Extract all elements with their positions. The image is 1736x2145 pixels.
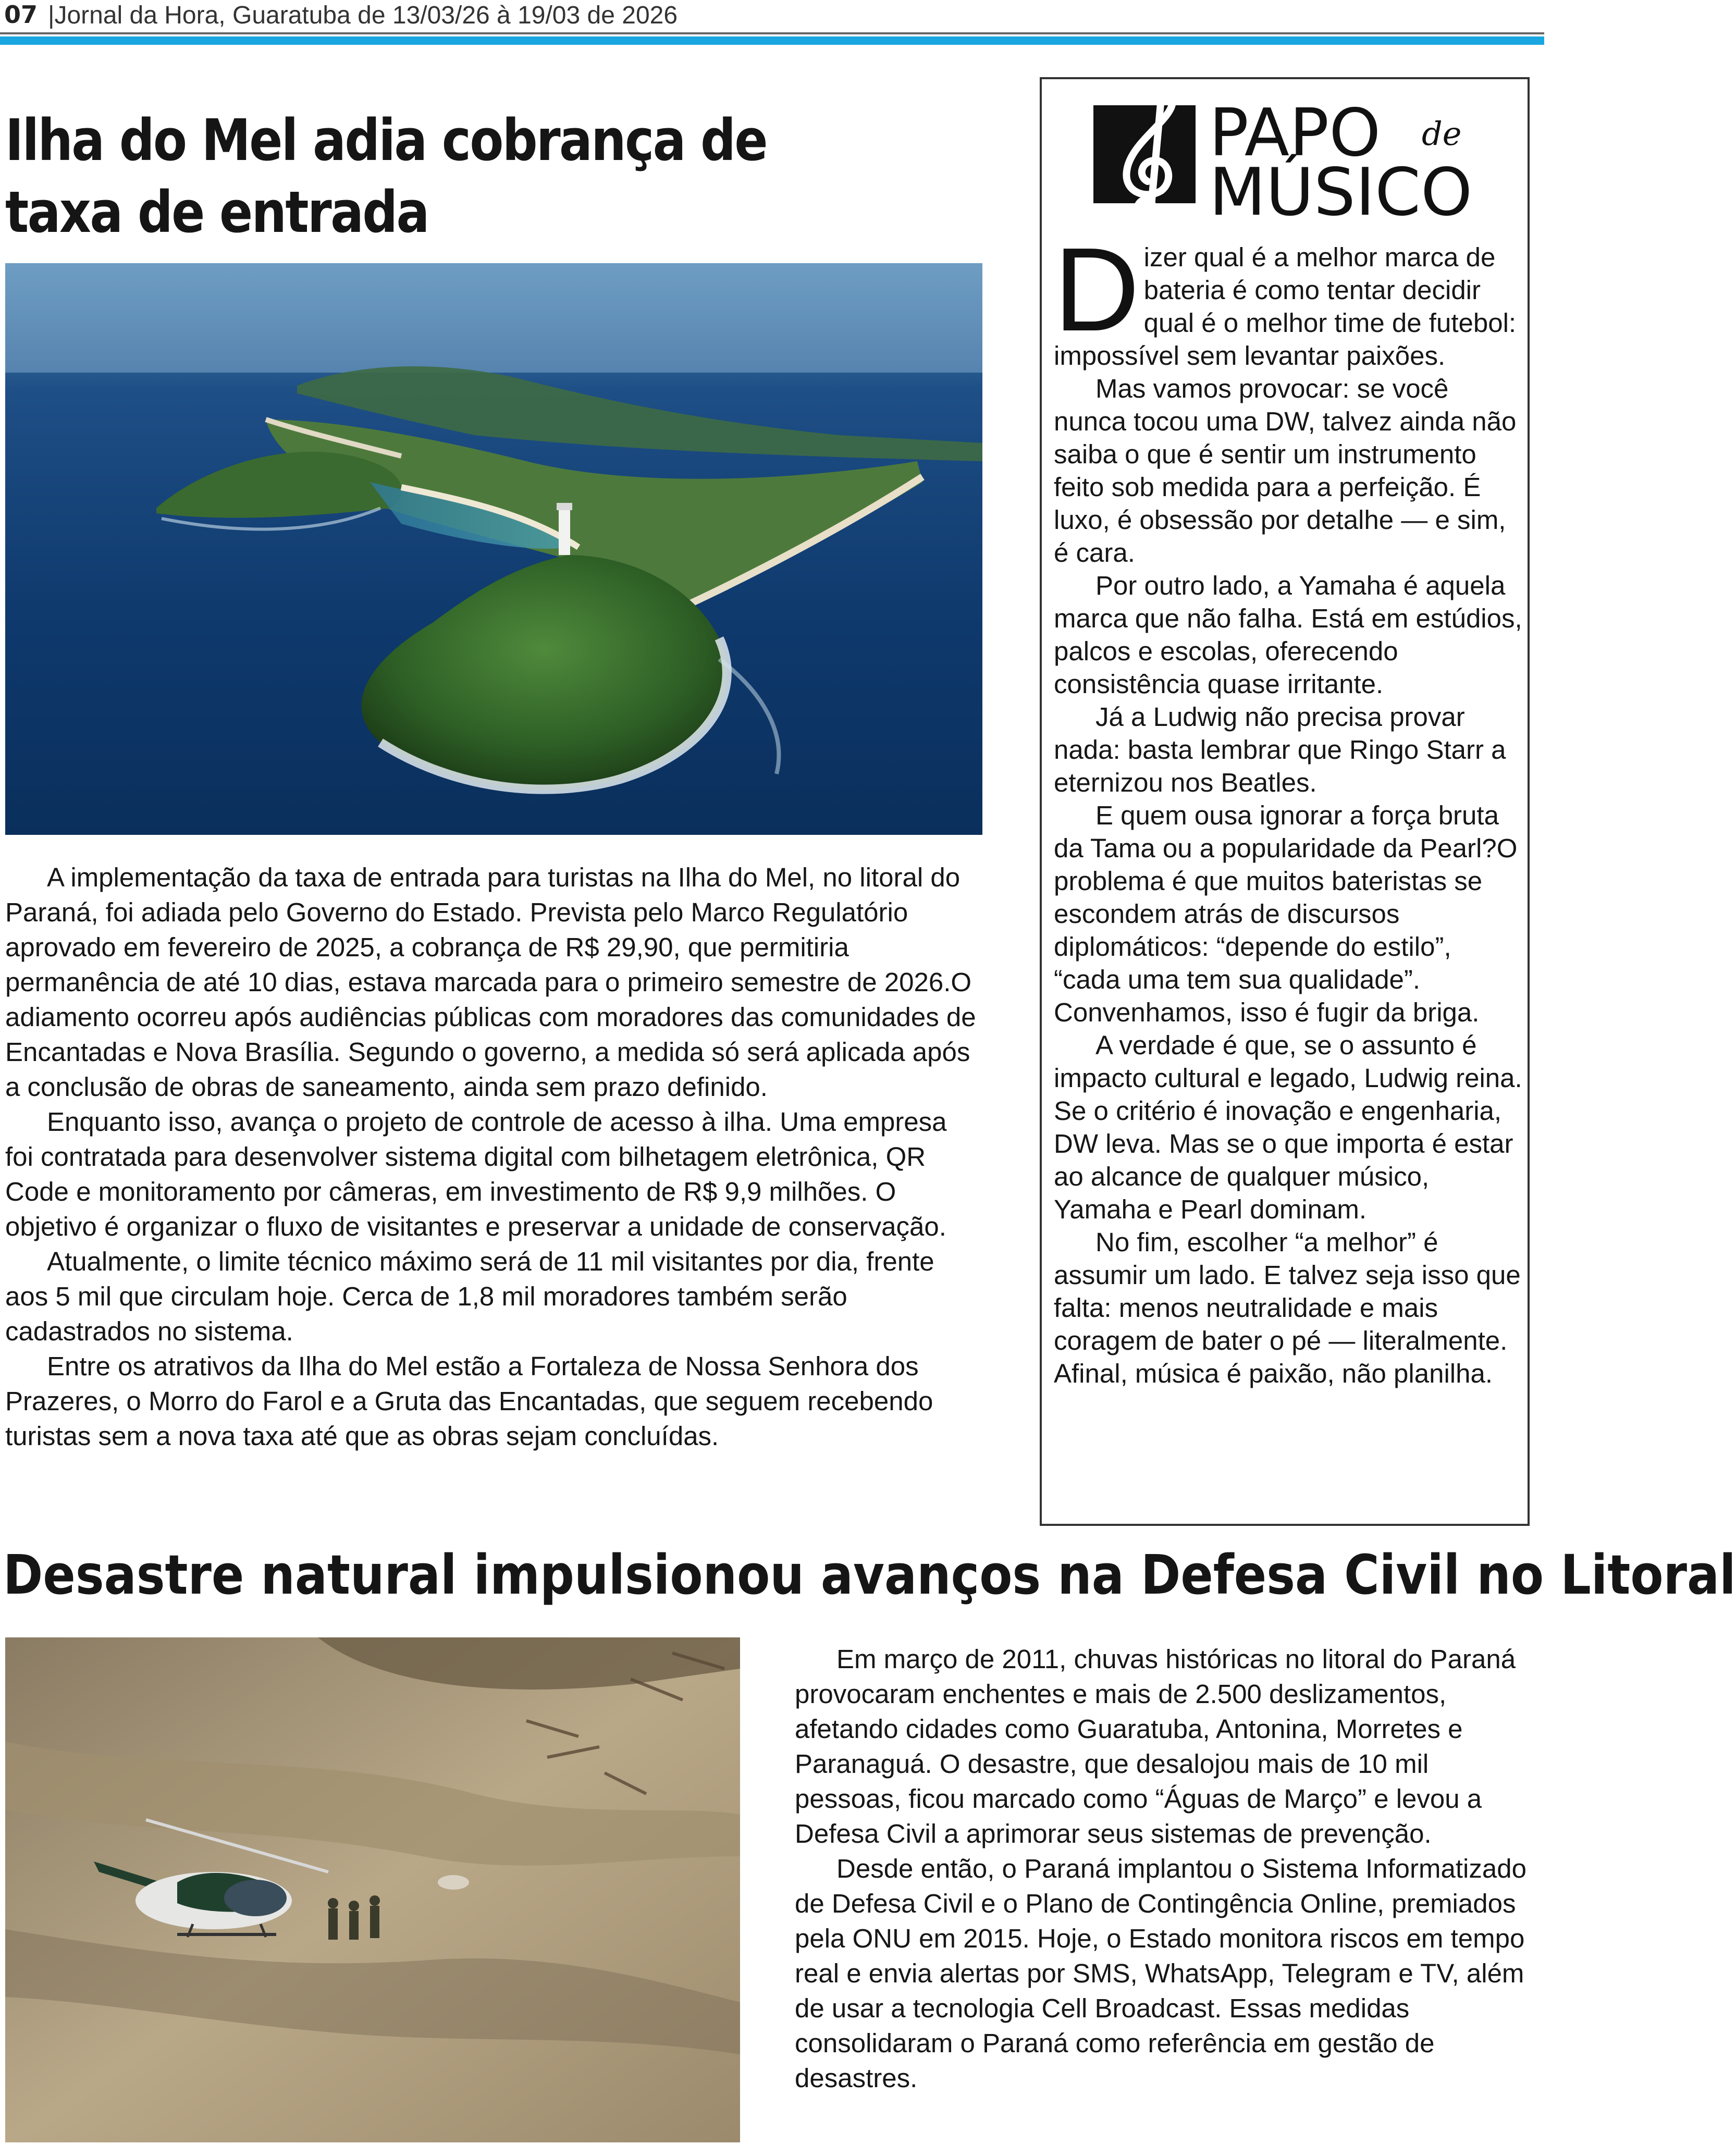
column-paragraph: A verdade é que, se o assunto é impacto cultural e legado, Ludwig reina. Se o critério é inovação e engenharia, DW leva. Mas se o que importa é estar ao alcance de qualquer músico, Yamaha e Pearl dominam. [1054, 1030, 1522, 1224]
column-paragraph: No fim, escolher “a melhor” é assumir um lado. E talvez seja isso que falta: menos neutralidade e mais coragem de bater o pé — literalmente. Afinal, música é paixão, não planilha. [1054, 1227, 1521, 1388]
article2-headline: Desastre natural impulsionou avanços na Defesa Civil no Litoral [3, 1543, 1736, 1607]
article2-paragraph: Desde então, o Paraná implantou o Sistema Informatizado de Defesa Civil e o Plano de Contingência Online, premiados pela ONU em 2015. Hoje, o Estado monitora riscos em tempo real e envia alertas por SMS, WhatsApp, Telegram e TV, além de usar a tecnologia Cell Broadcast. Essas medidas consolidaram o Paraná como referência em gestão de desastres. [795, 1854, 1526, 2093]
logo-word-papo: PAPO [1209, 94, 1381, 171]
publication-line: |Jornal da Hora, Guaratuba de 13/03/26 à 19/03 de 2026 [48, 2, 678, 29]
article1-headline: Ilha do Mel adia cobrança de taxa de entrada [5, 107, 767, 245]
article2-paragraph: Em março de 2011, chuvas históricas no litoral do Paraná provocaram enchentes e mais de 2.500 deslizamentos, afetando cidades como Guaratuba, Antonina, Morretes e Paranaguá. O desastre, que desalojou mais de 10 mil pessoas, ficou marcado como “Águas de Março” e levou a Defesa Civil a aprimorar seus sistemas de prevenção. [795, 1644, 1516, 1848]
dropcap-letter: D [1054, 224, 1140, 356]
page-header [0, 0, 1544, 47]
papo-de-musico-logo [1093, 82, 1521, 228]
helicopter-mudslide-photo [5, 1637, 740, 2142]
logo-word-musico: MÚSICO [1209, 154, 1473, 230]
column-paragraph: Mas vamos provocar: se você nunca tocou uma DW, talvez ainda não saiba o que é sentir um instrumento feito sob medida para a perfeição. É luxo, é obsessão por detalhe — e sim, é cara. [1054, 374, 1517, 568]
article1-body [5, 860, 980, 1453]
column-body [1054, 224, 1523, 1390]
logo-word-de: de [1422, 115, 1462, 153]
column-paragraph: Já a Ludwig não precisa provar nada: basta lembrar que Ringo Starr a eternizou nos Beatles. [1054, 702, 1506, 797]
page-number: 07 [4, 1, 38, 29]
column-paragraph: E quem ousa ignorar a força bruta da Tama ou a popularidade da Pearl?O problema é que muitos bateristas se escondem atrás de discursos diplomáticos: “depende do estilo”, “cada uma tem sua qualidade”. Convenhamos, isso é fugir da briga. [1054, 800, 1518, 1027]
header-accent-bar [0, 36, 1544, 45]
column-paragraph-first [1054, 224, 1523, 372]
column-paragraph: Por outro lado, a Yamaha é aquela marca que não falha. Está em estúdios, palcos e escolas, oferecendo consistência quase irritante. [1054, 571, 1522, 699]
aerial-island-photo [5, 263, 982, 835]
header-rule [0, 32, 1544, 34]
article1-paragraph: Atualmente, o limite técnico máximo será de 11 mil visitantes por dia, frente aos 5 mil que circulam hoje. Cerca de 1,8 mil moradores também serão cadastrados no sistema. [5, 1247, 934, 1346]
column-first-text: izer qual é a melhor marca de bateria é como tentar decidir qual é o melhor time de futebol: impossível sem levantar paixões. [1054, 242, 1517, 371]
article1-paragraph: Entre os atrativos da Ilha do Mel estão a Fortaleza de Nossa Senhora dos Prazeres, o Morro do Farol e a Gruta das Encantadas, que seguem recebendo turistas sem a nova taxa até que as obras sejam concluídas. [5, 1351, 933, 1451]
article1-paragraph: Enquanto isso, avança o projeto de controle de acesso à ilha. Uma empresa foi contratada para desenvolver sistema digital com bilhetagem eletrônica, QR Code e monitoramento por câmeras, em investimento de R$ 9,9 milhões. O objetivo é organizar o fluxo de visitantes e preservar a unidade de conservação. [5, 1107, 947, 1241]
article1-paragraph: A implementação da taxa de entrada para turistas na Ilha do Mel, no litoral do Paraná, foi adiada pelo Governo do Estado. Prevista pelo Marco Regulatório aprovado em fevereiro de 2025, a cobrança de R$ 29,90, que permitiria permanência de até 10 dias, estava marcada para o primeiro semestre de 2026.O adiamento ocorreu após audiências públicas com moradores das comunidades de Encantadas e Nova Brasília. Segundo o governo, a medida só será aplicada após a conclusão de obras de saneamento, ainda sem prazo definido. [5, 862, 976, 1102]
article2-body [795, 1642, 1535, 2095]
